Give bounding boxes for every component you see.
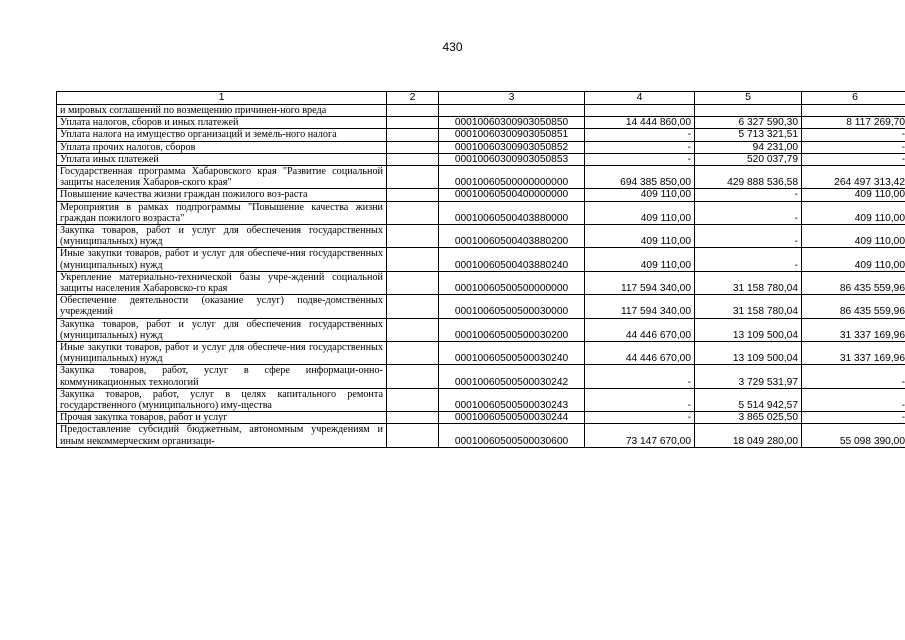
cell-col2: [387, 295, 439, 318]
cell-code: 00010060500403880240: [439, 248, 585, 271]
cell-code: 00010060500500030000: [439, 295, 585, 318]
cell-col2: [387, 271, 439, 294]
cell-col2: [387, 388, 439, 411]
cell-value-5: 13 109 500,04: [695, 318, 802, 341]
cell-value-4: 44 446 670,00: [585, 318, 695, 341]
cell-value-5: 31 158 780,04: [695, 295, 802, 318]
cell-value-6: 409 110,00: [802, 201, 905, 224]
cell-value-5: 520 037,79: [695, 153, 802, 165]
table-row: [57, 412, 905, 424]
cell-value-6: 264 497 313,42: [802, 166, 905, 189]
cell-value-5: 6 327 590,30: [695, 117, 802, 129]
cell-col2: [387, 412, 439, 424]
table-row: [57, 117, 905, 129]
cell-value-4: 14 444 860,00: [585, 117, 695, 129]
cell-value-5: 3 865 025,50: [695, 412, 802, 424]
cell-value-4: -: [585, 153, 695, 165]
cell-name: Укрепление материально-технической базы учре-ждений социальной защиты населения Хабаровско-го края: [57, 271, 387, 294]
cell-name: и мировых соглашений по возмещению причинен-ного вреда: [57, 105, 387, 117]
cell-name: Иные закупки товаров, работ и услуг для обеспече-ния государственных (муниципальных) нужд: [57, 342, 387, 365]
cell-value-6: 31 337 169,96: [802, 318, 905, 341]
table-row: [57, 166, 905, 189]
cell-value-4: 117 594 340,00: [585, 271, 695, 294]
cell-value-6: 409 110,00: [802, 225, 905, 248]
cell-value-6: 409 110,00: [802, 248, 905, 271]
cell-value-5: 5 514 942,57: [695, 388, 802, 411]
cell-value-6: -: [802, 388, 905, 411]
table-row: [57, 105, 905, 117]
table-header-row: [57, 92, 905, 105]
cell-col2: [387, 153, 439, 165]
cell-value-6: 31 337 169,96: [802, 342, 905, 365]
header-cell: 4: [585, 92, 695, 105]
cell-code: 00010060500500030244: [439, 412, 585, 424]
cell-code: 00010060300903050851: [439, 129, 585, 141]
cell-value-5: 13 109 500,04: [695, 342, 802, 365]
cell-value-5: -: [695, 225, 802, 248]
cell-value-6: 86 435 559,96: [802, 271, 905, 294]
cell-name: Повышение качества жизни граждан пожилого воз-раста: [57, 189, 387, 201]
cell-col2: [387, 365, 439, 388]
cell-value-6: 409 110,00: [802, 189, 905, 201]
cell-name: Прочая закупка товаров, работ и услуг: [57, 412, 387, 424]
table-row: [57, 388, 905, 411]
cell-value-4: [585, 105, 695, 117]
cell-code: 00010060300903050853: [439, 153, 585, 165]
header-cell: 3: [439, 92, 585, 105]
table-row: [57, 342, 905, 365]
cell-col2: [387, 201, 439, 224]
table-row: [57, 201, 905, 224]
cell-name: Уплата налога на имущество организаций и земель-ного налога: [57, 129, 387, 141]
cell-value-4: 117 594 340,00: [585, 295, 695, 318]
cell-value-6: [802, 105, 905, 117]
cell-value-5: -: [695, 201, 802, 224]
cell-value-5: 5 713 321,51: [695, 129, 802, 141]
cell-name: Уплата иных платежей: [57, 153, 387, 165]
cell-value-4: 73 147 670,00: [585, 424, 695, 447]
cell-value-4: 409 110,00: [585, 248, 695, 271]
cell-name: Уплата прочих налогов, сборов: [57, 141, 387, 153]
cell-code: 00010060500000000000: [439, 166, 585, 189]
header-cell: 1: [57, 92, 387, 105]
cell-col2: [387, 248, 439, 271]
cell-value-5: [695, 105, 802, 117]
table-row: [57, 295, 905, 318]
cell-value-6: 55 098 390,00: [802, 424, 905, 447]
cell-value-6: -: [802, 365, 905, 388]
cell-value-4: -: [585, 129, 695, 141]
cell-col2: [387, 225, 439, 248]
cell-code: [439, 105, 585, 117]
cell-value-5: 94 231,00: [695, 141, 802, 153]
cell-value-5: 429 888 536,58: [695, 166, 802, 189]
cell-name: Мероприятия в рамках подпрограммы "Повышение качества жизни граждан пожилого возраста": [57, 201, 387, 224]
cell-code: 00010060500500030240: [439, 342, 585, 365]
cell-name: Государственная программа Хабаровского края "Развитие социальной защиты населения Хабаров-ского края": [57, 166, 387, 189]
cell-value-4: 409 110,00: [585, 225, 695, 248]
cell-value-4: 409 110,00: [585, 189, 695, 201]
page-number: 430: [442, 40, 463, 54]
cell-value-4: 409 110,00: [585, 201, 695, 224]
cell-value-4: -: [585, 388, 695, 411]
cell-value-6: -: [802, 412, 905, 424]
cell-col2: [387, 141, 439, 153]
table-row: [57, 365, 905, 388]
cell-code: 00010060500500030242: [439, 365, 585, 388]
cell-value-5: -: [695, 248, 802, 271]
cell-name: Иные закупки товаров, работ и услуг для обеспече-ния государственных (муниципальных) нужд: [57, 248, 387, 271]
cell-col2: [387, 342, 439, 365]
header-cell: 6: [802, 92, 905, 105]
cell-value-6: -: [802, 141, 905, 153]
cell-code: 00010060500403880200: [439, 225, 585, 248]
cell-name: Предоставление субсидий бюджетным, автономным учреждениям и иным некоммерческим организаци-: [57, 424, 387, 447]
cell-value-4: -: [585, 412, 695, 424]
cell-code: 00010060500500030600: [439, 424, 585, 447]
cell-code: 00010060500403880000: [439, 201, 585, 224]
cell-col2: [387, 424, 439, 447]
cell-value-6: 86 435 559,96: [802, 295, 905, 318]
table-row: [57, 141, 905, 153]
table-row: [57, 424, 905, 447]
cell-value-4: 44 446 670,00: [585, 342, 695, 365]
cell-code: 00010060500500030243: [439, 388, 585, 411]
cell-col2: [387, 166, 439, 189]
table-row: [57, 271, 905, 294]
cell-value-4: -: [585, 365, 695, 388]
table-row: [57, 153, 905, 165]
cell-col2: [387, 105, 439, 117]
cell-name: Уплата налогов, сборов и иных платежей: [57, 117, 387, 129]
cell-value-5: 3 729 531,97: [695, 365, 802, 388]
budget-table: [56, 91, 905, 448]
table-row: [57, 189, 905, 201]
cell-value-4: 694 385 850,00: [585, 166, 695, 189]
cell-name: Закупка товаров, работ, услуг в сфере информаци-онно-коммуникационных технологий: [57, 365, 387, 388]
table-body: [57, 92, 905, 448]
cell-col2: [387, 189, 439, 201]
cell-code: 00010060500400000000: [439, 189, 585, 201]
cell-code: 00010060300903050850: [439, 117, 585, 129]
cell-value-6: 8 117 269,70: [802, 117, 905, 129]
table-row: [57, 248, 905, 271]
cell-col2: [387, 117, 439, 129]
cell-value-6: -: [802, 153, 905, 165]
table-row: [57, 129, 905, 141]
cell-value-5: 18 049 280,00: [695, 424, 802, 447]
cell-code: 00010060500500030200: [439, 318, 585, 341]
cell-value-4: -: [585, 141, 695, 153]
cell-value-5: 31 158 780,04: [695, 271, 802, 294]
cell-code: 00010060300903050852: [439, 141, 585, 153]
header-cell: 5: [695, 92, 802, 105]
cell-col2: [387, 129, 439, 141]
cell-name: Обеспечение деятельности (оказание услуг) подве-домственных учреждений: [57, 295, 387, 318]
cell-value-5: -: [695, 189, 802, 201]
cell-name: Закупка товаров, работ и услуг для обеспечения государственных (муниципальных) нужд: [57, 318, 387, 341]
table-row: [57, 318, 905, 341]
header-cell: 2: [387, 92, 439, 105]
cell-name: Закупка товаров, работ и услуг для обеспечения государственных (муниципальных) нужд: [57, 225, 387, 248]
cell-value-6: -: [802, 129, 905, 141]
cell-col2: [387, 318, 439, 341]
table-row: [57, 225, 905, 248]
cell-code: 00010060500500000000: [439, 271, 585, 294]
cell-name: Закупка товаров, работ, услуг в целях капитального ремонта государственного (муниципального) иму-щества: [57, 388, 387, 411]
